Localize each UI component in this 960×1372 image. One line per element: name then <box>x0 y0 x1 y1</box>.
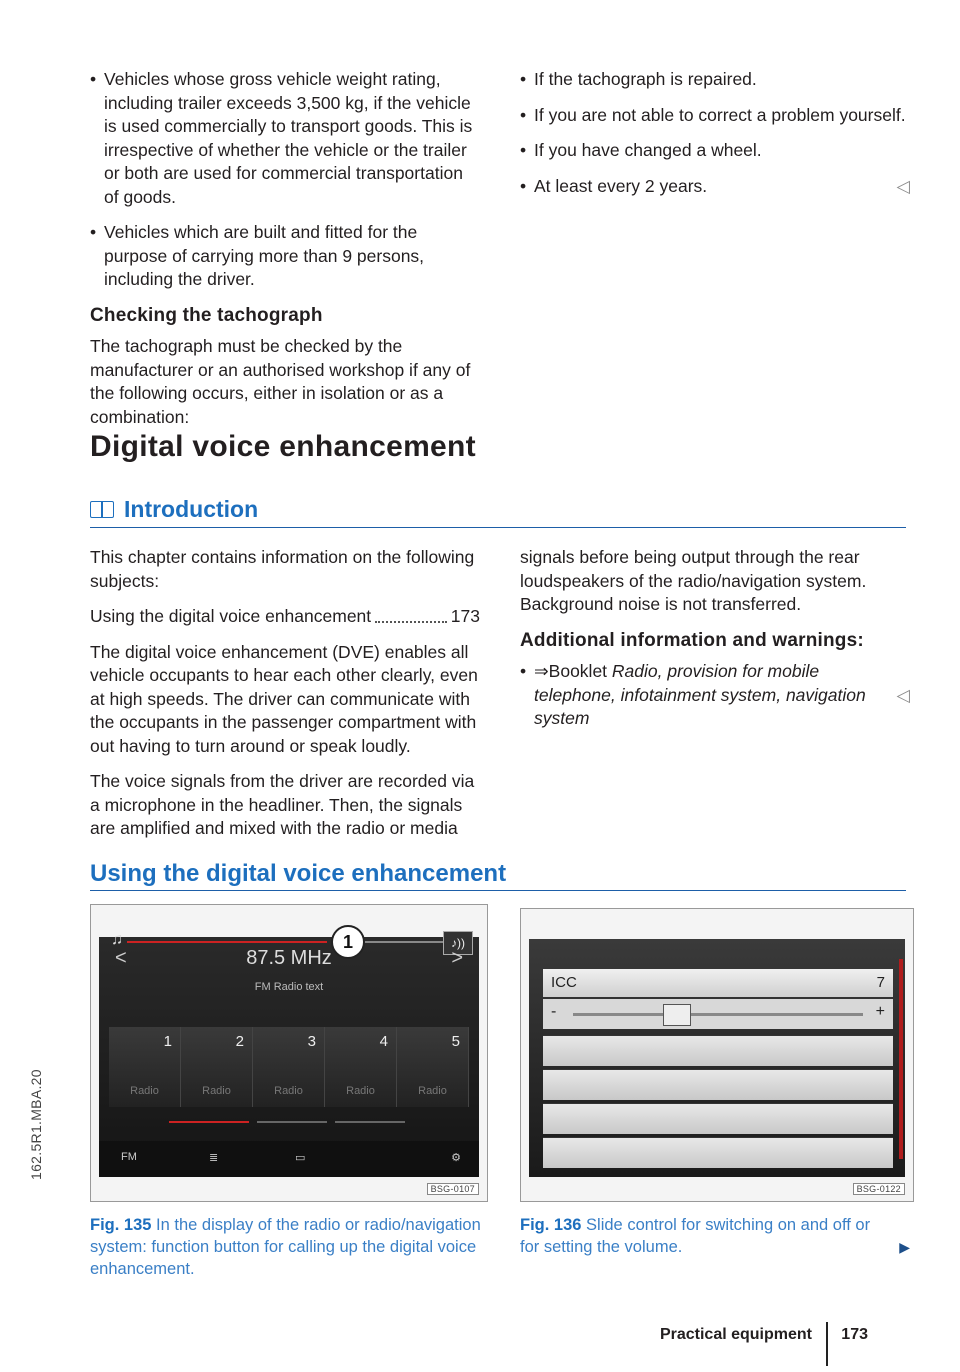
figure-number: Fig. 135 <box>90 1216 152 1234</box>
list-item: • Vehicles whose gross vehicle weight rating, including trailer exceeds 3,500 kg, if the vehicle is used commercially to transport goods. This is irrespective of whether the vehicle or the trailer or both are used for commercial transportation of goods. <box>90 68 480 209</box>
book-icon <box>90 501 114 518</box>
list-item-text: At least every 2 years. <box>534 175 708 196</box>
scroll-indicator <box>899 959 903 1159</box>
settings-list-row[interactable] <box>543 1137 893 1168</box>
list-item: • If you have changed a wheel. <box>520 139 910 163</box>
page-number: 173 <box>841 1326 868 1343</box>
tuner-icon[interactable]: ▭ <box>295 1152 306 1164</box>
selection-underline <box>169 1121 249 1123</box>
list-icon[interactable]: ≣ <box>209 1152 219 1164</box>
slider-track[interactable] <box>573 1013 863 1016</box>
chevron-left-icon[interactable]: < <box>115 947 127 969</box>
preset-number: 3 <box>307 1033 316 1050</box>
preset-button[interactable] <box>397 1027 469 1107</box>
preset-number: 2 <box>235 1033 244 1050</box>
settings-list-row[interactable] <box>543 1069 893 1100</box>
checking-heading: Checking the tachograph <box>90 304 323 326</box>
icc-label: ICC <box>551 974 577 991</box>
preset-label: Radio <box>202 1085 231 1097</box>
section-end-icon: ◁ <box>896 685 910 705</box>
preset-label: Radio <box>418 1085 447 1097</box>
settings-list-row[interactable] <box>543 1035 893 1066</box>
page-footer <box>620 1326 910 1356</box>
section-end-icon: ◁ <box>896 175 910 196</box>
progress-line <box>363 941 443 943</box>
continue-arrow-icon: ▶ <box>899 1239 910 1255</box>
volume-slider[interactable] <box>543 999 893 1029</box>
intro-paragraph: The digital voice enhancement (DVE) enables all vehicle occupants to hear each other clearly, even at high speeds. The driver can communicate with the occupants in the passenger compartment with out having to turn around or speak loudly. <box>90 641 478 756</box>
introduction-heading-text: Introduction <box>124 496 259 522</box>
introduction-heading <box>90 496 906 528</box>
list-item <box>520 175 910 199</box>
chevron-right-icon[interactable]: > <box>451 947 463 969</box>
toc-entry[interactable] <box>90 605 480 629</box>
booklet-title: Radio, provision for mobile telephone, infotainment system, navigation system <box>534 661 866 728</box>
preset-button[interactable] <box>181 1027 253 1107</box>
settings-icon[interactable]: ⚙ <box>451 1152 461 1164</box>
sidebar-code: 162.5R1.MBA.20 <box>28 1069 44 1180</box>
increase-button[interactable]: + <box>875 1003 885 1020</box>
selection-underline <box>335 1121 405 1123</box>
right-top-column <box>520 68 910 210</box>
preset-label: Radio <box>274 1085 303 1097</box>
band-button[interactable]: FM <box>121 1151 137 1163</box>
frequency-display: 87.5 MHz <box>246 947 332 969</box>
preset-button[interactable] <box>325 1027 397 1107</box>
music-note-icon: ♫ <box>111 931 123 948</box>
toc-page-number: 173 <box>450 606 480 626</box>
checking-text: The tachograph must be checked by the manufacturer or an authorised workshop if any of the following occurs, either in isolation or as a combination: <box>90 336 471 427</box>
preset-bar <box>109 1027 469 1107</box>
caption-text: Slide control for switching on and off or for setting the volume. <box>520 1216 871 1256</box>
preset-label: Radio <box>130 1085 159 1097</box>
settings-list-row[interactable] <box>543 1103 893 1134</box>
dve-function-button[interactable]: ♪)) <box>443 931 473 955</box>
radio-text: FM Radio text <box>254 981 324 993</box>
using-dve-heading: Using the digital voice enhancement <box>90 860 906 891</box>
bottom-toolbar <box>99 1141 479 1177</box>
intro-left-column <box>90 546 480 853</box>
caption-text: In the display of the radio or radio/navigation system: function button for calling up the digital voice enhancement. <box>90 1216 481 1278</box>
figure-136-caption <box>520 1214 910 1258</box>
figure-code: BSG-0122 <box>853 1183 905 1195</box>
figure-136 <box>520 908 914 1202</box>
additional-info-heading: Additional information and warnings: <box>520 629 864 651</box>
list-item: • Vehicles which are built and fitted for the purpose of carrying more than 9 persons, including the driver. <box>90 221 480 292</box>
radio-display <box>99 931 479 1177</box>
icc-value: 7 <box>876 974 885 991</box>
list-item: • If you are not able to correct a problem yourself. <box>520 104 910 128</box>
figure-135-caption <box>90 1214 490 1280</box>
preset-number: 4 <box>379 1033 388 1050</box>
intro-right-column <box>520 546 910 743</box>
toc-leader <box>375 605 447 623</box>
icc-setting-row <box>543 969 893 997</box>
toc-item-label: Using the digital voice enhancement <box>90 606 372 626</box>
figure-number: Fig. 136 <box>520 1216 582 1234</box>
preset-label: Radio <box>346 1085 375 1097</box>
selection-underline <box>257 1121 327 1123</box>
figure-code: BSG-0107 <box>427 1183 479 1195</box>
settings-display <box>529 939 905 1177</box>
preset-button[interactable] <box>109 1027 181 1107</box>
intro-paragraph: The voice signals from the driver are recorded via a microphone in the headliner. Then, the signals are amplified and mixed with the radio or media <box>90 771 475 838</box>
callout-marker: 1 <box>331 925 365 959</box>
figure-135 <box>90 904 488 1202</box>
intro-paragraph: signals before being output through the rear loudspeakers of the radio/navigation system. Background noise is not transferred. <box>520 547 867 614</box>
left-top-column <box>90 68 480 441</box>
preset-number: 1 <box>163 1033 172 1050</box>
slider-knob[interactable] <box>663 1004 691 1026</box>
preset-number: 5 <box>451 1033 460 1050</box>
decrease-button[interactable]: - <box>551 1003 557 1020</box>
list-item: • If the tachograph is repaired. <box>520 68 910 92</box>
preset-button[interactable] <box>253 1027 325 1107</box>
progress-line <box>127 941 327 943</box>
intro-lead: This chapter contains information on the following subjects: <box>90 547 475 591</box>
booklet-prefix: ⇒Booklet <box>534 661 608 681</box>
footer-divider <box>826 1322 828 1366</box>
chapter-heading: Digital voice enhancement <box>90 430 476 463</box>
booklet-reference[interactable] <box>520 660 910 731</box>
footer-section: Practical equipment <box>659 1326 812 1343</box>
